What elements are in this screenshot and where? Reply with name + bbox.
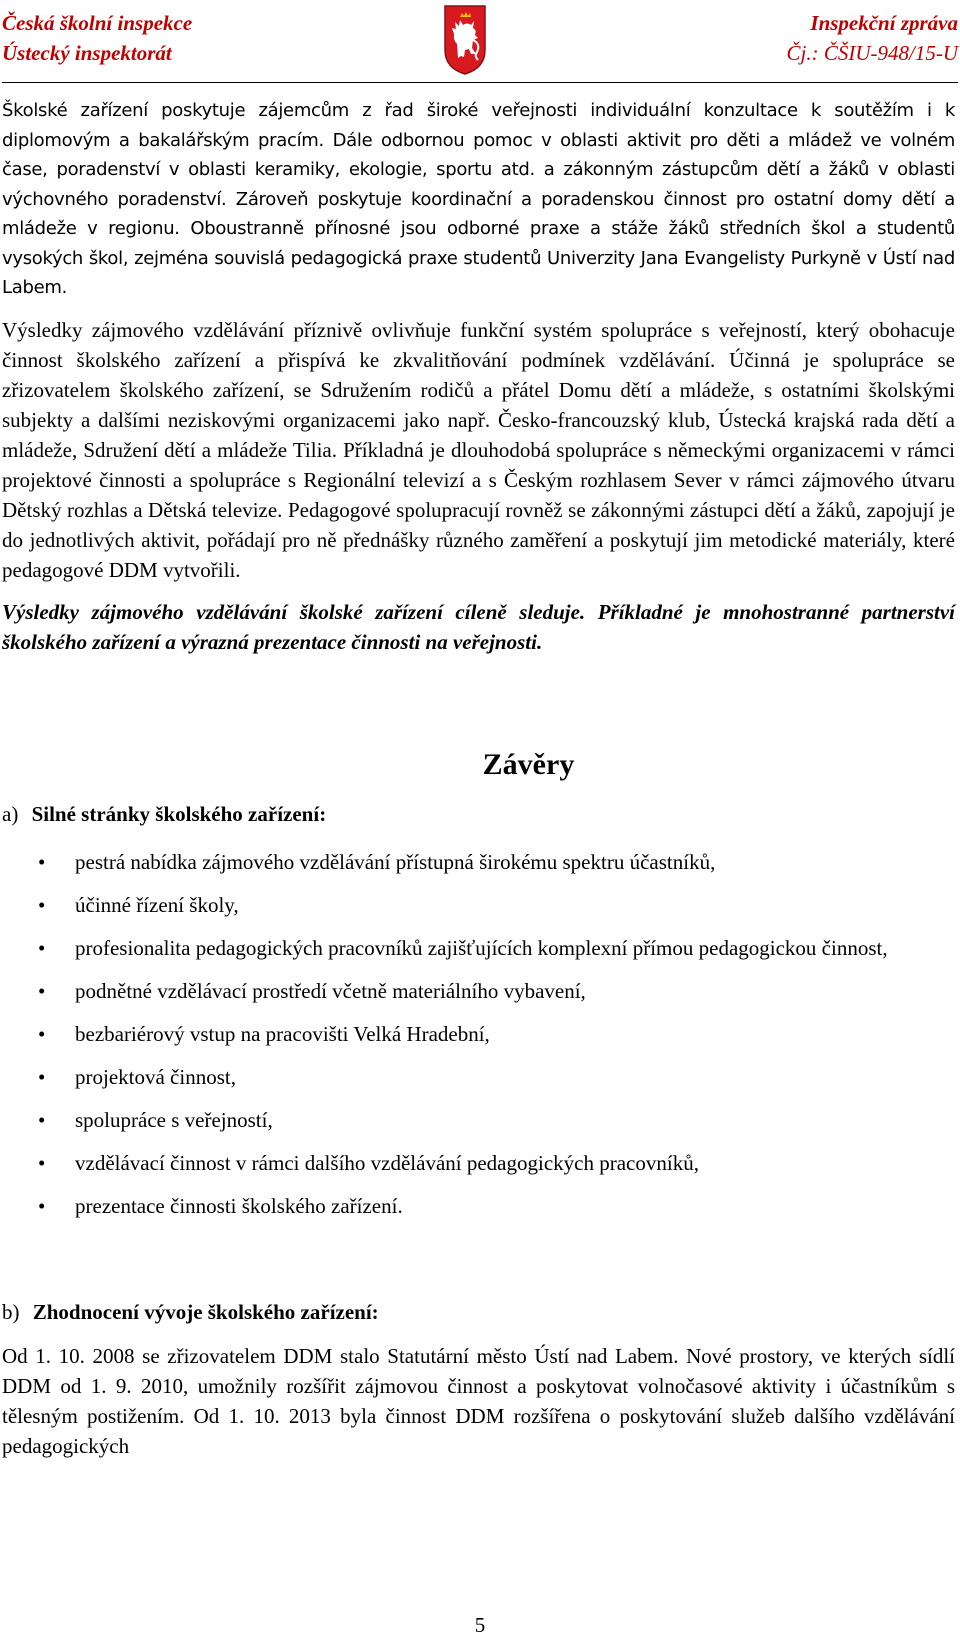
paragraph-consultations: Školské zařízení poskytuje zájemcům z řad široké veřejnosti individuální konzultace k soutěžím i k diplomovým a bakalářským pracím. Dále odbornou pomoc v oblasti aktivit pro děti a mládež ve volném čase, poradenství v oblasti keramiky, ekologie, sportu atd. a zákonným zástupcům dětí a žáků v oblasti výchovného poradenství. Zároveň poskytuje koordinační a poradenskou činnost pro ostatní domy dětí a mládeže v regionu. Oboustranně přínosné jsou odborné praxe a stáže žáků středních škol a studentů vysokých škol, zejména souvislá pedagogická praxe studentů Univerzity Jana Evangelisty Purkyně v Ústí nad Labem. [2,100,955,298]
list-item: • podnětné vzdělávací prostředí včetně materiálního vybavení, [2,976,955,1006]
header-organization: Česká školní inspekce [2,11,193,35]
paragraph-development: Od 1. 10. 2008 se zřizovatelem DDM stalo Statutární město Ústí nad Labem. Nové prostory, ve kterých sídlí DDM od 1. 9. 2010, umožnily rozšířit zájmovou činnost a poskytovat volnočasové aktivity i účastníkům s tělesným postižením. Od 1. 10. 2013 byla činnost DDM rozšířena o poskytování služeb dalšího vzdělávání pedagogických [2,1343,955,1458]
czech-lion-crest-icon [443,4,487,76]
section-a-heading [2,799,955,829]
list-item: • profesionalita pedagogických pracovníků zajišťujících komplexní přímou pedagogickou činnost, [2,933,955,963]
header-right [787,8,959,68]
paragraph-summary-emphasis: Výsledky zájmového vzdělávání školské zařízení cíleně sleduje. Příkladné je mnohostranné partnerství školského zařízení a výrazná prezentace činnosti na veřejnosti. [2,599,955,654]
page-header [0,0,960,86]
conclusions-heading: Závěry [482,747,575,781]
header-left [2,8,192,68]
list-item: • vzdělávací činnost v rámci dalšího vzdělávání pedagogických pracovníků, [2,1148,955,1178]
bullet-icon: • [38,935,46,960]
list-item: • prezentace činnosti školského zařízení. [2,1191,955,1221]
section-b-heading [2,1297,955,1327]
bullet-icon: • [38,1150,46,1175]
section-b-title: Zhodnocení vývoje školského zařízení: [32,1299,379,1324]
section-b-label: b) [2,1299,20,1324]
list-item: • spolupráce s veřejností, [2,1105,955,1135]
paragraph-cooperation: Výsledky zájmového vzdělávání příznivě ovlivňuje funkční systém spolupráce s veřejností, který obohacuje činnost školského zařízení a přispívá ke zkvalitňování podmínek vzdělávání. Účinná je spolupráce se zřizovatelem školského zařízení, se Sdružením rodičů a přátel Domu dětí a mládeže, s ostatními školskými subjekty a dalšími neziskovými organizacemi jako např. Česko-francouzský klub, Ústecká krajská rada dětí a mládeže, Sdružení dětí a mládeže Tilia. Příkladná je dlouhodobá spolupráce s německými organizacemi v rámci projektové činnosti a spolupráce s Regionální televizí a s Českým rozhlasem Sever v rámci zájmového útvaru Dětský rozhlas a Dětská televize. Pedagogové spolupracují rovněž se zákonnými zástupci dětí a žáků, zapojují je do jednotlivých aktivit, pořádají pro ně přednášky různého zaměření a poskytují jim metodické materiály, které pedagogové DDM vytvořili. [2,317,955,582]
header-inspectorate: Ústecký inspektorát [2,41,172,65]
section-a-label: a) [2,801,19,826]
list-item: • pestrá nabídka zájmového vzdělávání přístupná širokému spektru účastníků, [2,847,955,877]
header-reference-number: Čj.: ČŠIU-948/15-U [786,41,958,65]
bullet-icon: • [38,978,46,1003]
bullet-icon: • [38,849,46,874]
list-item: • bezbariérový vstup na pracovišti Velká Hradební, [2,1019,955,1049]
section-a-title: Silné stránky školského zařízení: [31,801,327,826]
bullet-icon: • [38,1107,46,1132]
list-item: • účinné řízení školy, [2,890,955,920]
bullet-icon: • [38,1193,46,1218]
header-report-type: Inspekční zpráva [810,11,958,35]
document-body [2,96,955,1461]
bullet-icon: • [38,1064,46,1089]
bullet-icon: • [38,892,46,917]
list-item: • projektová činnost, [2,1062,955,1092]
strengths-list [2,847,955,1221]
page-number: 5 [474,1613,486,1637]
header-divider [2,82,958,83]
bullet-icon: • [38,1021,46,1046]
